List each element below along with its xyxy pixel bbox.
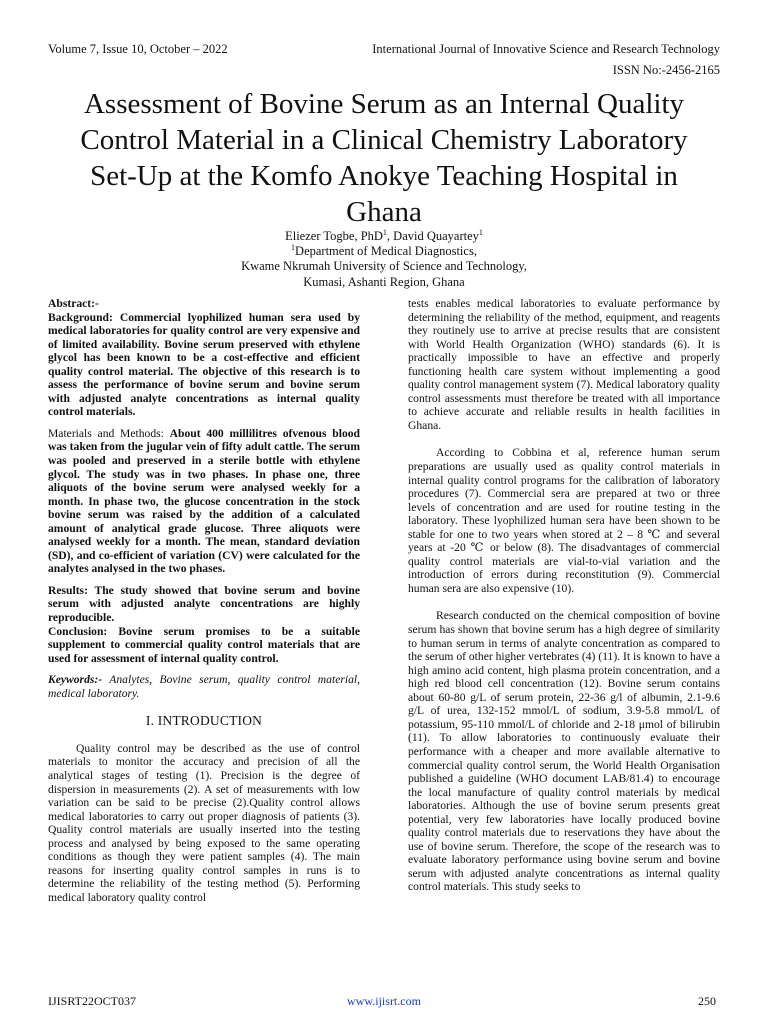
page-number: 250 [698, 994, 716, 1008]
right-paragraph-1: tests enables medical laboratories to evaluate performance by determining the reliability of the method, equipment, and reagents they routinely use to arrive at precise results that are consistent with World Health Organization (WHO) standards (6). It is practically impossible to have an effective and properly functioning health care system without implementing a good quality control management system (7). Medical laboratory quality control assessments must therefore be treated with all importance to achieve accurate and reliable results in health facilities in Ghana. [408, 297, 720, 432]
issn: ISSN No:-2456-2165 [612, 63, 720, 77]
department-text: Department of Medical Diagnostics, [295, 244, 477, 259]
affiliation-university: Kwame Nkrumah University of Science and Technology, [241, 259, 527, 274]
author-2: David Quayartey [393, 229, 479, 243]
abstract-conclusion: Conclusion: Bovine serum promises to be a suitable supplement to commercial quality control materials that are used for assessment of internal quality control. [48, 624, 360, 665]
methods-label: Materials and Methods: [48, 426, 164, 440]
affiliation-department [0, 244, 768, 259]
keywords [48, 673, 360, 700]
affiliation-marker: 1 [291, 243, 296, 253]
footer-url-wrapper [0, 994, 768, 1009]
introduction-paragraph-1: Quality control may be described as the use of control materials to monitor the accuracy and precision of all the analytical stages of testing (1). Precision is the degree of dispersion in measurements (2). A set of measurements with low variation can be said to be precise (2).Quality control allows medical laboratories to carry out proper diagnosis of patients (3). Quality control materials are usually inserted into the testing process and analysed by being exposed to the same operating conditions as though they were patient samples (4). The main reasons for inserting quality control samples in runs is to determine the reliability of the testing method (5). Performing medical laboratory quality control [48, 741, 360, 904]
author-2-affiliation: 1 [478, 227, 483, 237]
paper-id: IJISRT22OCT037 [48, 994, 136, 1008]
author-1-affiliation: 1 [382, 227, 387, 237]
author-line [0, 229, 768, 244]
keywords-label: Keywords:- [48, 673, 103, 687]
paper-title: Assessment of Bovine Serum as an Internal Quality Control Material in a Clinical Chemistry Laboratory Set-Up at the Komfo Anokye Teaching Hospital in Ghana [80, 88, 688, 228]
right-paragraph-2: According to Cobbina et al, reference human serum preparations are usually used as quality control materials in internal quality control programs for the calibration of laboratory procedures (7). Commercial sera are prepared at two or three levels of concentration and are used for routine testing in the laboratory. These lyophilized human sera have been shown to be stable for one to two years when stored at 2 – 8 ℃ and several years at -20 ℃ or below (8). The disadvantages of commercial quality control materials are vial-to-vial variation and the introduction of errors during reconstitution (9). Commercial human sera are also expensive (10). [408, 446, 720, 595]
keywords-text: Analytes, Bovine serum, quality control material, medical laboratory. [48, 673, 360, 700]
author-1: Eliezer Togbe, PhD [285, 229, 383, 243]
journal-volume: Volume 7, Issue 10, October – 2022 [48, 42, 228, 56]
abstract-label: Abstract:- [48, 297, 99, 310]
author-separator: , [386, 229, 394, 243]
journal-url[interactable]: www.ijisrt.com [347, 994, 421, 1008]
left-column [48, 297, 360, 904]
abstract-methods [48, 427, 360, 576]
right-column [408, 297, 720, 894]
abstract-results: Results: The study showed that bovine serum and bovine serum with adjusted analyte concentrations are highly reproducible. [48, 583, 360, 625]
methods-text: About 400 millilitres ofvenous blood was taken from the jugular vein of fifty adult cattle. The serum was pooled and preserved in a sterile bottle with ethylene glycol. The study was in two phases. In phase one, three aliquots of the bovine serum were analysed weekly for a month. In phase two, the glucose concentration in the stock bovine serum was raised by the addition of a calculated amount of analytical grade glucose. Three aliquots were analysed weekly for a month. The mean, standard deviation (SD), and co-efficient of variation (CV) were calculated for the analytes analysed in the two phases. [48, 426, 360, 576]
abstract-background: Background: Commercial lyophilized human sera used by medical laboratories for quality control are very expensive and of limited availability. Bovine serum preserved with ethylene glycol has been known to be a cost-effective and efficient quality control material. The objective of this research is to assess the performance of bovine serum and bovine serum with adjusted analyte concentrations as internal quality control materials. [48, 310, 360, 419]
journal-name: International Journal of Innovative Science and Research Technology [372, 42, 720, 56]
introduction-heading: I. INTRODUCTION [145, 713, 263, 729]
author-block [0, 229, 768, 290]
right-paragraph-3: Research conducted on the chemical composition of bovine serum has shown that bovine serum has a high degree of similarity to human serum in terms of analyte concentration as compared to the serum of other higher vertebrates (4) (11). It is known to have a high amino acid content, high plasma protein concentration, and a high red blood cell concentration (12). Bovine serum contains about 60-80 g/L of serum protein, 22-36 g/l of albumin, 2.1-9.6 g/L of urea, 132-152 mmol/L of sodium, 3.9-5.8 mmol/L of potassium, 95-110 mmol/L of chloride and 2-18 μmol of bilirubin (11). To allow laboratories to continuously evaluate their performance with a cheaper and more available alternative to commercial quality control serum, the World Health Organisation published a guideline (WHO document LAB/81.4) to encourage the local manufacture of quality control materials by medical laboratories. Although the use of bovine serum presents great potential, very few laboratories have locally produced bovine quality control materials due to reservations they have about the use of bovine serum. Therefore, the scope of the research was to evaluate laboratory performance using bovine serum and bovine serum with adjusted analyte concentrations as internal quality control materials. This study seeks to [408, 609, 720, 894]
affiliation-location: Kumasi, Ashanti Region, Ghana [303, 274, 465, 289]
